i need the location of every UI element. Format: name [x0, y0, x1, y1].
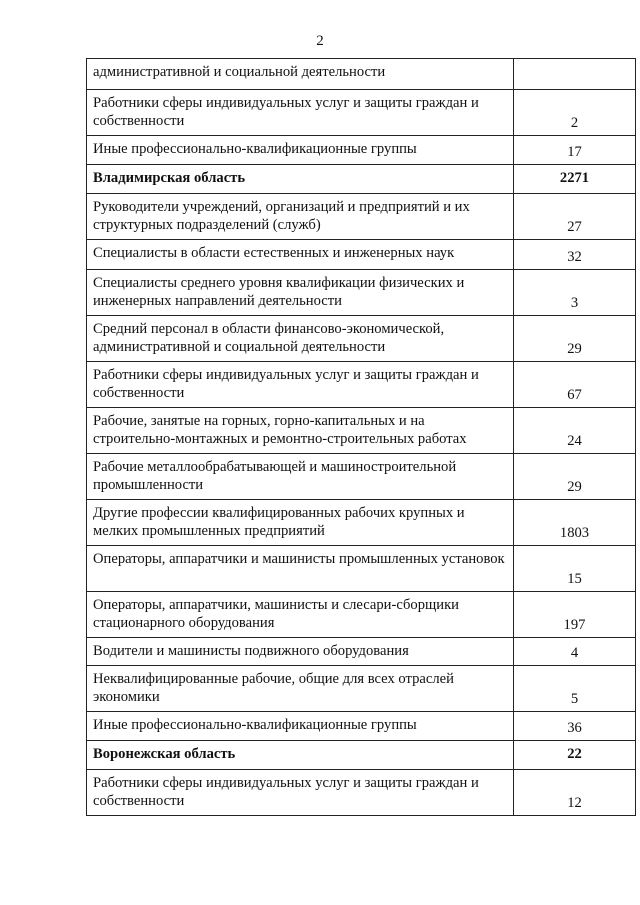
- table-row: [87, 136, 636, 165]
- row-value: 197: [514, 592, 636, 638]
- row-name: Средний персонал в области финансово-экономической, административной и социальной деятельности: [87, 316, 514, 362]
- table-row: [87, 90, 636, 136]
- row-name: Другие профессии квалифицированных рабочих крупных и мелких промышленных предприятий: [87, 500, 514, 546]
- table-row: [87, 270, 636, 316]
- row-value: 32: [514, 240, 636, 270]
- row-value: 67: [514, 362, 636, 408]
- row-name: Операторы, аппаратчики и машинисты промышленных установок: [87, 546, 514, 592]
- row-value: 12: [514, 770, 636, 816]
- table-row: [87, 712, 636, 741]
- row-value: [514, 59, 636, 90]
- table-row: [87, 500, 636, 546]
- row-value: 15: [514, 546, 636, 592]
- occupation-table: [86, 58, 636, 816]
- row-name: Специалисты в области естественных и инженерных наук: [87, 240, 514, 270]
- row-value: 2: [514, 90, 636, 136]
- table-row: [87, 454, 636, 500]
- table-row: [87, 362, 636, 408]
- row-name: Работники сферы индивидуальных услуг и защиты граждан и собственности: [87, 90, 514, 136]
- row-value: 4: [514, 638, 636, 666]
- row-value: 3: [514, 270, 636, 316]
- table-row: [87, 316, 636, 362]
- row-name: Рабочие, занятые на горных, горно-капитальных и на строительно-монтажных и ремонтно-строительных работах: [87, 408, 514, 454]
- row-value: 29: [514, 454, 636, 500]
- row-name: Иные профессионально-квалификационные группы: [87, 712, 514, 741]
- region-total: 2271: [514, 165, 636, 194]
- table-row: [87, 408, 636, 454]
- table-row: [87, 240, 636, 270]
- table-row: [87, 770, 636, 816]
- row-name: Рабочие металлообрабатывающей и машиностроительной промышленности: [87, 454, 514, 500]
- row-value: 27: [514, 194, 636, 240]
- region-name: Воронежская область: [87, 741, 514, 770]
- row-name: Специалисты среднего уровня квалификации физических и инженерных направлений деятельности: [87, 270, 514, 316]
- region-name: Владимирская область: [87, 165, 514, 194]
- region-row: [87, 165, 636, 194]
- row-value: 1803: [514, 500, 636, 546]
- row-name: Неквалифицированные рабочие, общие для всех отраслей экономики: [87, 666, 514, 712]
- row-name: Операторы, аппаратчики, машинисты и слесари-сборщики стационарного оборудования: [87, 592, 514, 638]
- row-value: 24: [514, 408, 636, 454]
- table-row: [87, 194, 636, 240]
- row-name: Руководители учреждений, организаций и предприятий и их структурных подразделений (служб): [87, 194, 514, 240]
- row-name: административной и социальной деятельности: [87, 59, 514, 90]
- row-name: Водители и машинисты подвижного оборудования: [87, 638, 514, 666]
- table-row: [87, 546, 636, 592]
- row-value: 5: [514, 666, 636, 712]
- row-value: 17: [514, 136, 636, 165]
- page-number: 2: [316, 33, 324, 49]
- row-value: 29: [514, 316, 636, 362]
- table-row: [87, 638, 636, 666]
- region-row: [87, 741, 636, 770]
- row-name: Иные профессионально-квалификационные группы: [87, 136, 514, 165]
- row-name: Работники сферы индивидуальных услуг и защиты граждан и собственности: [87, 770, 514, 816]
- table-row: [87, 592, 636, 638]
- table-row: [87, 666, 636, 712]
- row-value: 36: [514, 712, 636, 741]
- table-row: [87, 59, 636, 90]
- row-name: Работники сферы индивидуальных услуг и защиты граждан и собственности: [87, 362, 514, 408]
- region-total: 22: [514, 741, 636, 770]
